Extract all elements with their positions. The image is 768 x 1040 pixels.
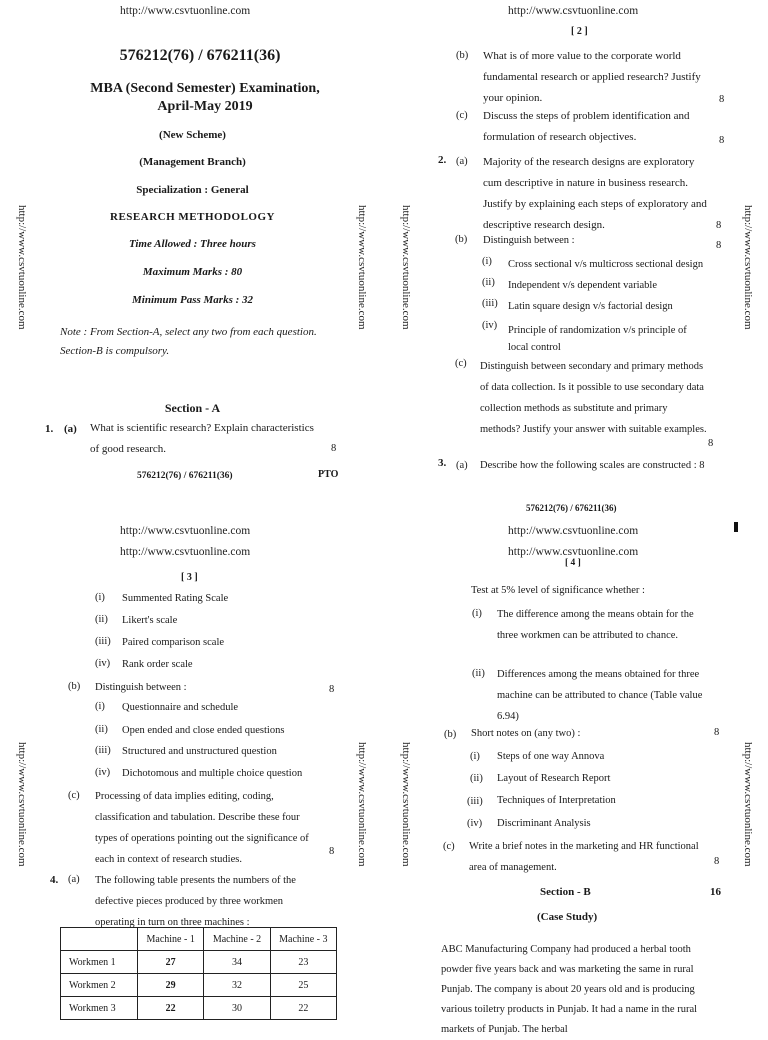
q2c-marks: 8 — [708, 438, 714, 449]
list-item: Techniques of Interpretation — [497, 795, 616, 806]
test-item: The difference among the means obtain for the three workmen can be attributed to chance. — [497, 609, 694, 641]
test-num: (ii) — [472, 668, 485, 679]
table-cell: 27 — [138, 951, 204, 974]
q3c-text: Processing of data implies editing, coding, classification and tabulation. Describe these four types of operations pointing out the significance of each in context of research studies. — [95, 791, 309, 865]
q2-number: 2. — [438, 154, 447, 166]
q3c-label: (c) — [68, 790, 80, 801]
q2b-text: Distinguish between : — [483, 235, 575, 246]
list-item-num: (i) — [482, 256, 492, 267]
minimum-marks: Minimum Pass Marks : 32 — [131, 294, 254, 306]
list-item-num: (ii) — [470, 773, 483, 784]
site-url-p3b[interactable]: http://www.csvtuonline.com — [120, 546, 251, 558]
list-item: Likert's scale — [122, 615, 178, 626]
vertical-url-left-bottom[interactable]: http://www.csvtuonline.com — [16, 742, 28, 867]
q4a-label: (a) — [68, 874, 80, 885]
list-item: Layout of Research Report — [497, 773, 611, 784]
site-url-p4a[interactable]: http://www.csvtuonline.com — [508, 525, 639, 537]
table-cell: 22 — [270, 997, 336, 1020]
q3-number: 3. — [438, 457, 447, 469]
site-url-p4b[interactable]: http://www.csvtuonline.com — [508, 546, 639, 558]
instructions-note: Note : From Section-A, select any two from each question. Section-B is compulsory. — [60, 326, 317, 357]
case-study-text: ABC Manufacturing Company had produced a herbal tooth powder five years back and was marketing the same in rural Punjab. The company is about 20 years old and is producing various toiletry products in Punjab. It had a name in the rural markets of Punjab. The herbal — [441, 944, 698, 1035]
list-item: Dichotomous and multiple choice question — [122, 768, 303, 779]
page-number-3: [ 3 ] — [181, 572, 198, 583]
site-url-p2[interactable]: http://www.csvtuonline.com — [508, 5, 639, 17]
list-item-num: (iii) — [482, 298, 498, 309]
defects-table — [60, 927, 337, 1020]
q3b-text: Distinguish between : — [95, 682, 187, 693]
q2a-text: Majority of the research designs are exploratory cum descriptive in nature in business research. Justify by explaining each steps of exploratory and descriptive research design. — [483, 156, 707, 231]
q3a-label: (a) — [456, 460, 468, 471]
section-b-heading: Section - B — [540, 886, 591, 898]
list-item: Structured and unstructured question — [122, 746, 277, 757]
q4b-text: Short notes on (any two) : — [471, 728, 581, 739]
table-cell: 30 — [204, 997, 270, 1020]
q4a-text: The following table presents the numbers of the defective pieces produced by three workmen operating in turn on three machines : — [95, 875, 296, 928]
list-item: Questionnaire and schedule — [122, 702, 239, 713]
list-item: Paired comparison scale — [122, 637, 225, 648]
q1a-label: (a) — [64, 423, 77, 435]
table-header-cell: Machine - 3 — [270, 928, 336, 951]
q4c-text: Write a brief notes in the marketing and HR functional area of management. — [469, 841, 699, 873]
vertical-url-midl-bottom[interactable]: http://www.csvtuonline.com — [356, 742, 368, 867]
vertical-url-right-bottom[interactable]: http://www.csvtuonline.com — [742, 742, 754, 867]
list-item-num: (iii) — [95, 745, 111, 756]
vertical-url-midr-top[interactable]: http://www.csvtuonline.com — [400, 205, 412, 330]
q1b-text: What is of more value to the corporate world fundamental research or applied research? Justify your opinion. — [483, 50, 701, 104]
section-b-marks: 16 — [710, 886, 721, 898]
scheme: (New Scheme) — [159, 129, 226, 141]
case-study-heading: (Case Study) — [537, 911, 598, 923]
list-item-num: (ii) — [95, 614, 108, 625]
pto: PTO — [318, 469, 339, 480]
table-cell: Workmen 3 — [61, 997, 138, 1020]
table-header-cell: Machine - 1 — [138, 928, 204, 951]
q1a-marks: 8 — [331, 443, 337, 454]
table-cell: 23 — [270, 951, 336, 974]
list-item-num: (ii) — [95, 724, 108, 735]
list-item: Rank order scale — [122, 659, 193, 670]
q1b-label: (b) — [456, 50, 469, 61]
list-item-num: (iii) — [95, 636, 111, 647]
list-item: Principle of randomization v/s principle of local control — [508, 325, 687, 353]
q2a-marks: 8 — [716, 220, 722, 231]
list-item: Cross sectional v/s multicross sectional design — [508, 259, 704, 270]
q2c-label: (c) — [455, 358, 467, 369]
q1-number: 1. — [45, 423, 54, 435]
q4c-marks: 8 — [714, 856, 720, 867]
q4-number: 4. — [50, 874, 59, 886]
vertical-url-midr-bottom[interactable]: http://www.csvtuonline.com — [400, 742, 412, 867]
table-row — [61, 951, 337, 974]
vertical-url-left-top[interactable]: http://www.csvtuonline.com — [16, 205, 28, 330]
table-header-cell — [61, 928, 138, 951]
page-number-4: [ 4 ] — [565, 558, 581, 568]
q3a-text: Describe how the following scales are constructed : 8 — [480, 460, 705, 471]
exam-session: April-May 2019 — [157, 99, 253, 114]
q3b-marks: 8 — [329, 684, 335, 695]
table-row — [61, 974, 337, 997]
list-item-num: (iv) — [482, 320, 498, 331]
subject-title: RESEARCH METHODOLOGY — [110, 211, 275, 223]
test-item: Differences among the means obtained for three machine can be attributed to chance (Table value 6.94) — [497, 669, 703, 722]
list-item-num: (iv) — [95, 658, 111, 669]
test-num: (i) — [472, 608, 482, 619]
list-item-num: (i) — [95, 592, 105, 603]
footer-code-p1: 576212(76) / 676211(36) — [137, 471, 233, 481]
table-cell: 34 — [204, 951, 270, 974]
list-item-num: (ii) — [482, 277, 495, 288]
list-item-num: (i) — [470, 751, 480, 762]
branch: (Management Branch) — [139, 156, 246, 168]
table-header-cell: Machine - 2 — [204, 928, 270, 951]
test-intro: Test at 5% level of significance whether : — [471, 585, 645, 596]
list-item-num: (iii) — [467, 796, 483, 807]
q1c-label: (c) — [456, 110, 468, 121]
q4b-marks: 8 — [714, 727, 720, 738]
q4b-label: (b) — [444, 729, 457, 740]
time-allowed: Time Allowed : Three hours — [129, 238, 256, 250]
exam-title: MBA (Second Semester) Examination, — [90, 81, 320, 96]
site-url-p1[interactable]: http://www.csvtuonline.com — [120, 5, 251, 17]
vertical-url-right-top[interactable]: http://www.csvtuonline.com — [742, 205, 754, 330]
specialization: Specialization : General — [136, 184, 249, 196]
q2a-label: (a) — [456, 156, 468, 167]
site-url-p3a[interactable]: http://www.csvtuonline.com — [120, 525, 251, 537]
q2b-label: (b) — [455, 234, 468, 245]
list-item: Summented Rating Scale — [122, 593, 229, 604]
table-cell: 22 — [138, 997, 204, 1020]
q2c-text: Distinguish between secondary and primary methods of data collection. Is it possible to use secondary data collection methods as substitute and primary methods? Justify your answer with suitable examples. — [480, 361, 707, 435]
paper-code: 576212(76) / 676211(36) — [119, 47, 281, 64]
q1a-text: What is scientific research? Explain characteristics of good research. — [90, 422, 314, 455]
list-item: Latin square design v/s factorial design — [508, 301, 673, 312]
list-item: Steps of one way Annova — [497, 751, 605, 762]
q1c-marks: 8 — [719, 135, 725, 146]
table-cell: 25 — [270, 974, 336, 997]
vertical-url-midl-top[interactable]: http://www.csvtuonline.com — [356, 205, 368, 330]
maximum-marks: Maximum Marks : 80 — [142, 266, 243, 278]
list-item: Independent v/s dependent variable — [508, 280, 657, 291]
scan-mark — [734, 522, 738, 532]
table-cell: Workmen 1 — [61, 951, 138, 974]
list-item: Discriminant Analysis — [497, 818, 591, 829]
q1c-text: Discuss the steps of problem identification and formulation of research objectives. — [483, 110, 690, 143]
list-item-num: (iv) — [95, 767, 111, 778]
list-item: Open ended and close ended questions — [122, 725, 285, 736]
table-row — [61, 997, 337, 1020]
table-header-row — [61, 928, 337, 951]
footer-code-p2: 576212(76) / 676211(36) — [526, 503, 617, 513]
q3b-label: (b) — [68, 681, 81, 692]
q2b-marks: 8 — [716, 240, 722, 251]
q3c-marks: 8 — [329, 846, 335, 857]
table-cell: 29 — [138, 974, 204, 997]
section-a-heading: Section - A — [164, 401, 221, 415]
list-item-num: (iv) — [467, 818, 483, 829]
page-number-2: [ 2 ] — [571, 26, 588, 37]
q1b-marks: 8 — [719, 94, 725, 105]
q4c-label: (c) — [443, 841, 455, 852]
table-cell: Workmen 2 — [61, 974, 138, 997]
list-item-num: (i) — [95, 701, 105, 712]
table-cell: 32 — [204, 974, 270, 997]
